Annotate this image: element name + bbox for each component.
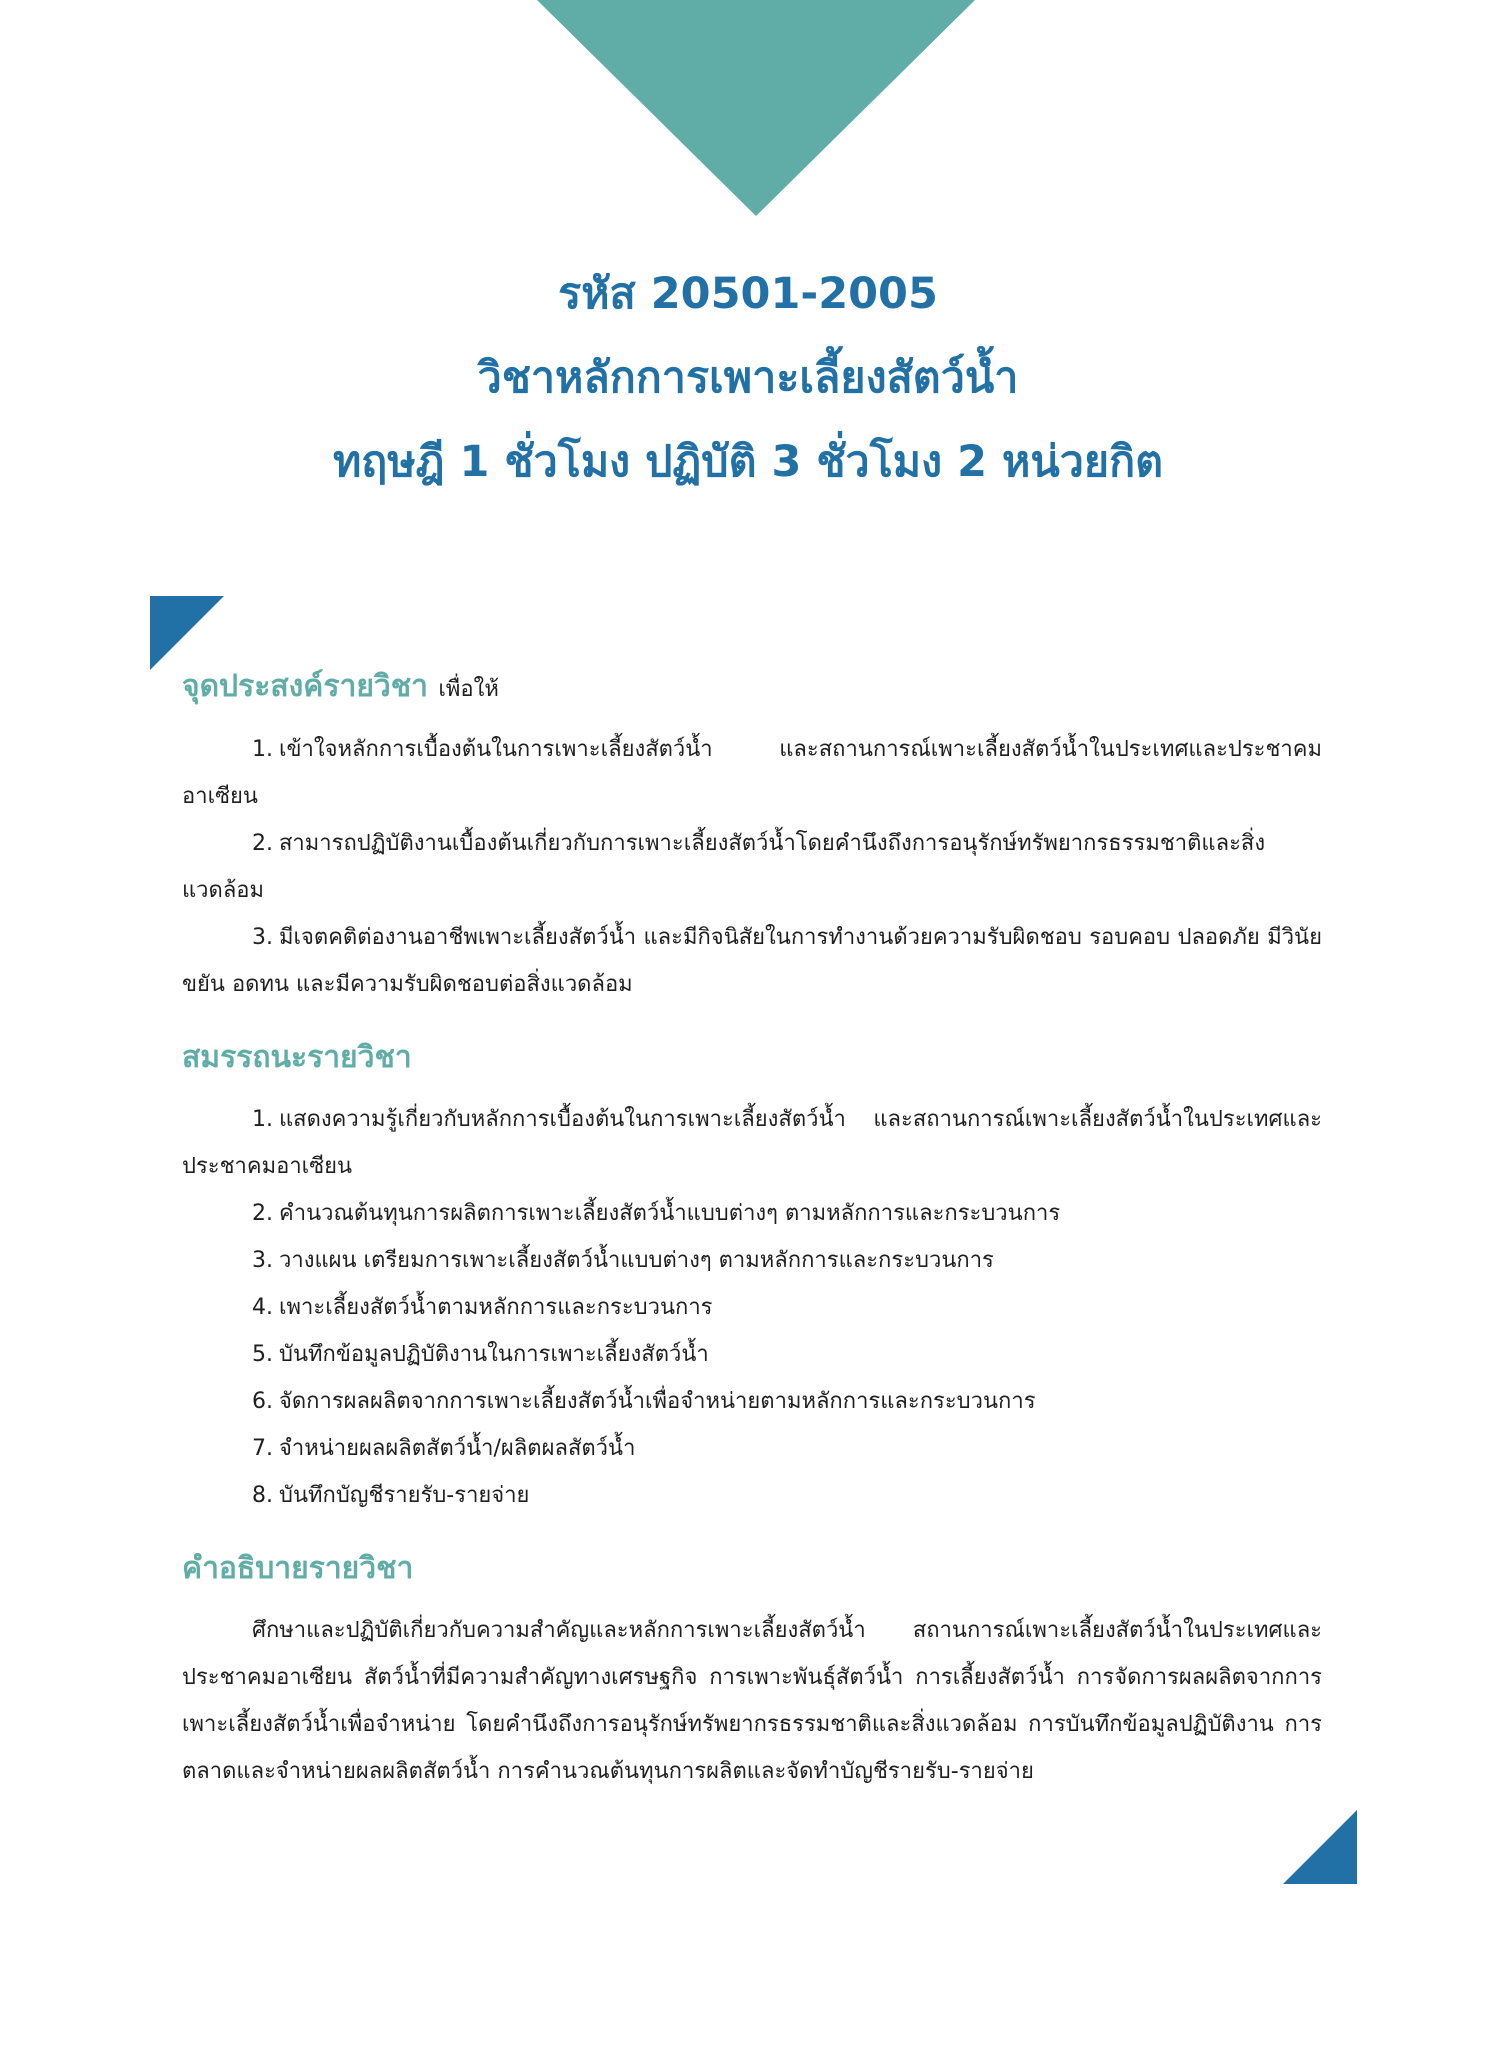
list-number: 2.: [252, 831, 273, 856]
list-number: 6.: [252, 1389, 273, 1414]
description-paragraph: ศึกษาและปฏิบัติเกี่ยวกับความสำคัญและหลักการเพาะเลี้ยงสัตว์น้ำ สถานการณ์เพาะเลี้ยงสัตว์น้ำในประเทศและประชาคมอาเซียน สัตว์น้ำที่มีความสำคัญทางเศรษฐกิจ การเพาะพันธุ์สัตว์น้ำ การเลี้ยงสัตว์น้ำ การจัดการผลผลิตจากการเพาะเลี้ยงสัตว์น้ำเพื่อจำหน่าย โดยคำนึงถึงการอนุรักษ์ทรัพยากรธรรมชาติและสิ่งแวดล้อม การบันทึกข้อมูลปฏิบัติงาน การตลาดและจำหน่ายผลผลิตสัตว์น้ำ การคำนวณต้นทุนการผลิตและจัดทำบัญชีรายรับ-รายจ่าย: [182, 1618, 1322, 1784]
list-text: บันทึกบัญชีรายรับ-รายจ่าย: [279, 1483, 530, 1508]
course-hours-title: ทฤษฎี 1 ชั่วโมง ปฏิบัติ 3 ชั่วโมง 2 หน่วยกิต: [332, 437, 1164, 487]
list-text: มีเจตคติต่องานอาชีพเพาะเลี้ยงสัตว์น้ำ และมีกิจนิสัยในการทำงานด้วยความรับผิดชอบ รอบคอบ ปลอดภัย มีวินัย ขยัน อดทน และมีความรับผิดชอบต่อสิ่งแวดล้อม: [182, 925, 1322, 997]
list-text: จำหน่ายผลผลิตสัตว์น้ำ/ผลิตผลสัตว์น้ำ: [279, 1436, 636, 1461]
list-text: แสดงความรู้เกี่ยวกับหลักการเบื้องต้นในการเพาะเลี้ยงสัตว์น้ำ และสถานการณ์เพาะเลี้ยงสัตว์น้ำในประเทศและประชาคมอาเซียน: [182, 1107, 1322, 1179]
competencies-section: [182, 1036, 1322, 1519]
list-number: 3.: [252, 925, 273, 950]
competency-item: [182, 1190, 1322, 1237]
objectives-heading-suffix: เพื่อให้: [438, 677, 499, 702]
list-number: 7.: [252, 1436, 273, 1461]
competency-item: [182, 1284, 1322, 1331]
description-heading: คำอธิบายรายวิชา: [182, 1551, 414, 1586]
objective-item: [182, 726, 1322, 820]
list-number: 1.: [252, 1107, 273, 1132]
list-text: วางแผน เตรียมการเพาะเลี้ยงสัตว์น้ำแบบต่างๆ ตามหลักการและกระบวนการ: [279, 1248, 994, 1273]
list-number: 8.: [252, 1483, 273, 1508]
list-number: 3.: [252, 1248, 273, 1273]
course-name-title: วิชาหลักการเพาะเลี้ยงสัตว์น้ำ: [477, 353, 1019, 403]
list-text: คำนวณต้นทุนการผลิตการเพาะเลี้ยงสัตว์น้ำแบบต่างๆ ตามหลักการและกระบวนการ: [279, 1201, 1061, 1226]
list-number: 2.: [252, 1201, 273, 1226]
objective-item: [182, 820, 1322, 914]
list-number: 4.: [252, 1295, 273, 1320]
competency-item: [182, 1237, 1322, 1284]
competency-item: [182, 1331, 1322, 1378]
competencies-list: [182, 1096, 1322, 1519]
course-code-title: รหัส 20501-2005: [558, 269, 938, 319]
objectives-heading-text: จุดประสงค์รายวิชา: [182, 669, 428, 704]
course-title-block: [150, 252, 1346, 504]
competency-item: [182, 1472, 1322, 1519]
description-section: [182, 1547, 1322, 1795]
competencies-heading: สมรรถนะรายวิชา: [182, 1040, 412, 1075]
list-text: จัดการผลผลิตจากการเพาะเลี้ยงสัตว์น้ำเพื่อจำหน่ายตามหลักการและกระบวนการ: [279, 1389, 1036, 1414]
competency-item: [182, 1096, 1322, 1190]
competency-item: [182, 1425, 1322, 1472]
objectives-heading: [182, 665, 1322, 712]
bottom-right-corner-triangle: [1283, 1810, 1357, 1884]
top-left-corner-triangle: [150, 596, 224, 670]
competency-item: [182, 1378, 1322, 1425]
objectives-list: [182, 726, 1322, 1008]
list-number: 5.: [252, 1342, 273, 1367]
list-text: บันทึกข้อมูลปฏิบัติงานในการเพาะเลี้ยงสัตว์น้ำ: [279, 1342, 709, 1367]
list-text: เพาะเลี้ยงสัตว์น้ำตามหลักการและกระบวนการ: [279, 1295, 713, 1320]
top-decorative-triangle: [537, 0, 975, 216]
objective-item: [182, 914, 1322, 1008]
list-text: เข้าใจหลักการเบื้องต้นในการเพาะเลี้ยงสัตว์น้ำ และสถานการณ์เพาะเลี้ยงสัตว์น้ำในประเทศและประชาคมอาเซียน: [182, 737, 1322, 809]
course-content: [182, 665, 1322, 1795]
list-text: สามารถปฏิบัติงานเบื้องต้นเกี่ยวกับการเพาะเลี้ยงสัตว์น้ำโดยคำนึงถึงการอนุรักษ์ทรัพยากรธรรมชาติและสิ่งแวดล้อม: [182, 831, 1266, 903]
objectives-section: [182, 665, 1322, 1008]
list-number: 1.: [252, 737, 273, 762]
